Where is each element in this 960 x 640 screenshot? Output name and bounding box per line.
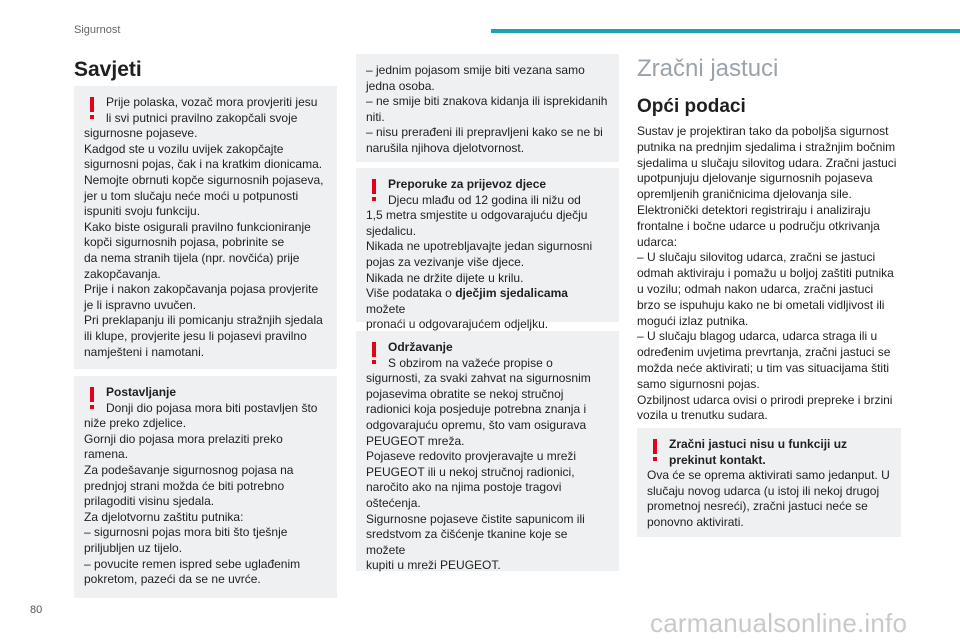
tip-box-airbag-ignition — [637, 428, 901, 537]
watermark: carmanualsonline.info — [650, 608, 908, 638]
section-title-savjeti: Savjeti — [74, 58, 142, 81]
text-line: Zračni jastuci nisu u funkciji uz — [669, 437, 848, 451]
text-line: – nisu prerađeni ili prepravljeni kako se ne bi — [366, 125, 603, 140]
text-line: pronaći u odgovarajućem odjeljku. — [366, 317, 549, 332]
text-line: Prije i nakon zakopčavanja pojasa provjerite — [84, 282, 319, 297]
text-line: ispuniti svoju funkciju. — [84, 204, 201, 219]
text-line: Pojaseve redovito provjeravajte u mreži — [366, 449, 577, 464]
body-text-airbags — [637, 124, 907, 424]
text-line: frontalne i bočne udarce u području otkrivanja — [637, 218, 880, 233]
text-line: – sigurnosni pojas mora biti što tješnje — [84, 525, 288, 540]
text-line: ili klupe, provjerite jesu li pojasevi pravilno — [84, 328, 307, 343]
text-line: ramena. — [84, 447, 129, 462]
text-line: Nikada ne držite dijete u krilu. — [366, 270, 524, 285]
text-line: odgovarajuću opremu, što vam osigurava — [366, 417, 587, 432]
text-line: upotpunjuju djelovanje sigurnosnih pojaseva — [637, 171, 873, 186]
text-line: putnika na prednjim sjedalima i stražnjim bočnim — [637, 139, 896, 154]
text-line: Postavljanje — [106, 385, 177, 399]
text-line: 1,5 metra smjestite u odgovarajuću dječju — [366, 208, 588, 223]
text-line: prednjoj strani možda će biti potrebno — [84, 478, 285, 493]
text-line: Za podešavanje sigurnosnog pojasa na — [84, 462, 294, 477]
text-line: udarca: — [637, 234, 678, 249]
text-line: Sigurnosne pojaseve čistite sapunicom ili — [366, 511, 585, 526]
text-line: Nikada ne upotrebljavajte jedan sigurnosni — [366, 239, 593, 254]
text-line: sigurnosni pojas, čak i na kratkim dionicama. — [84, 157, 323, 172]
text-line: odmah aktiviraju i pomažu u boljoj zaštiti putnika — [637, 266, 894, 281]
text-line: namješteni i namotani. — [84, 344, 205, 359]
text-line: Ova će se oprema aktivirati samo jedanput. U — [647, 468, 890, 483]
text-line: sjedalicu. — [366, 223, 417, 238]
text-line: – U slučaju blagog udarca, udarca straga ili u — [637, 329, 878, 344]
text-line: da nema stranih tijela (npr. novčića) prije — [84, 250, 300, 265]
text-line: Donji dio pojasa mora biti postavljen što — [106, 400, 318, 415]
text-line: priljubljen uz tijelo. — [84, 540, 183, 555]
running-header: Sigurnost — [74, 24, 121, 36]
text-line: pojas za vezivanje više djece. — [366, 254, 525, 269]
text-line: li svi putnici pravilno zakopčali svoje — [106, 110, 298, 125]
text-line: opremljenih graničnicima djelovanja sile. — [637, 187, 852, 202]
warning-icon — [366, 178, 382, 202]
tip-box-belt-condition — [356, 54, 619, 162]
text-line: sjedalima u slučaju silovitog udara. Zračni jastuci — [637, 155, 897, 170]
text-line: možda neće aktivirati; u tim vas situacijama štiti — [637, 360, 890, 375]
text-line: brzo se ispuhuju kako ne bi ometali vidljivost ili — [637, 297, 885, 312]
text-line: oštećenja. — [366, 495, 421, 510]
text-line: je li ispravno uvučen. — [84, 297, 197, 312]
text-line: – U slučaju silovitog udarca, zračni se jastuci — [637, 250, 876, 265]
text-line: u vozilu; odmah nakon udarca, zračni jastuci — [637, 281, 874, 296]
text-line: niti. — [366, 109, 385, 124]
text-line: Održavanje — [388, 340, 453, 354]
text-line: PEUGEOT mreža. — [366, 433, 465, 448]
text-line: vozila u trenutku sudara. — [637, 408, 768, 423]
text-line: Ozbiljnost udarca ovisi o prirodi prepreke i brzini — [637, 392, 893, 407]
text-line: jer u tom slučaju neće moći u potpunosti — [84, 188, 299, 203]
text-line: – povucite remen ispred sebe uglađenim — [84, 556, 301, 571]
text-line: prekinut kontakt. — [669, 452, 766, 467]
text-line: narušila njihova djelotvornost. — [366, 140, 525, 155]
text-line: PEUGEOT ili u nekoj stručnoj radionici, — [366, 464, 575, 479]
text-line: Kako biste osigurali pravilno funkcioniranje — [84, 219, 311, 234]
text-line: jedna osoba. — [366, 78, 435, 93]
text-line: slučaju novog udarca (u istoj ili nekoj drugoj — [647, 483, 880, 498]
text-line: – jednim pojasom smije biti vezana samo — [366, 63, 585, 77]
tip-box-odrzavanje — [356, 331, 619, 571]
text-line: radionici koja posjeduje potrebna znanja i — [366, 402, 587, 417]
text-line: Djecu mlađu od 12 godina ili nižu od — [388, 192, 581, 207]
text-line: S obzirom na važeće propise o — [388, 355, 553, 370]
page-number: 80 — [30, 604, 43, 616]
text-fragment: možete — [366, 301, 406, 316]
text-line: prilagoditi visinu sjedala. — [84, 494, 215, 509]
text-line: Gornji dio pojasa mora prelaziti preko — [84, 431, 283, 446]
text-fragment: Više podataka o — [366, 286, 456, 301]
warning-icon — [84, 96, 100, 120]
warning-icon — [366, 341, 382, 365]
text-line: Nemojte obrnuti kopče sigurnosnih pojaseva, — [84, 172, 324, 187]
text-line: određenim uvjetima prevrtanja, zračni jastuci se — [637, 345, 891, 360]
text-fragment-bold: dječjim sjedalicama — [455, 286, 568, 301]
text-line: Elektronički detektori registriraju i analiziraju — [637, 202, 871, 217]
text-line: niže preko zdjelice. — [84, 416, 187, 431]
text-line: Prije polaska, vozač mora provjeriti jesu — [106, 95, 318, 109]
warning-icon — [84, 386, 100, 410]
header-accent-bar — [491, 29, 960, 33]
tip-box-children — [356, 168, 619, 332]
text-line: kupiti u mreži PEUGEOT. — [366, 558, 501, 573]
text-line: sigurnosne pojaseve. — [84, 126, 198, 141]
text-line: mogući izlaz putnika. — [637, 313, 749, 328]
tip-box-postavljanje — [74, 376, 337, 598]
text-line — [366, 286, 610, 317]
text-line: Za djelotvornu zaštitu putnika: — [84, 509, 244, 524]
text-line: samo sigurnosni pojas. — [637, 376, 760, 391]
text-line: pokretom, pazeći da se ne uvrće. — [84, 572, 261, 587]
text-line: prometnoj nesreći), zračni jastuci neće se — [647, 499, 868, 514]
chapter-title: Zračni jastuci — [637, 55, 779, 82]
text-line: Sustav je projektiran tako da poboljša sigurnost — [637, 124, 889, 138]
tip-box-general — [74, 86, 337, 369]
text-line: pojasevima obratite se nekoj stručnoj — [366, 386, 564, 401]
text-line: sredstvom za čišćenje tkanine koje se možete — [366, 527, 568, 557]
text-line: naročito ako na njima postoje tragovi — [366, 480, 562, 495]
text-line: sigurnosti, za svaki zahvat na sigurnosnim — [366, 371, 591, 386]
text-line: zakopčavanja. — [84, 266, 161, 281]
text-line: – ne smije biti znakova kidanja ili isprekidanih — [366, 94, 608, 109]
text-line: Kadgod ste u vozilu uvijek zakopčajte — [84, 141, 284, 156]
warning-icon — [647, 438, 663, 462]
text-line: kopči sigurnosnih pojasa, pobrinite se — [84, 235, 285, 250]
text-line: Preporuke za prijevoz djece — [388, 177, 547, 191]
section-subtitle: Opći podaci — [637, 96, 746, 117]
text-line: ponovno aktivirati. — [647, 514, 744, 529]
text-line: Pri preklapanju ili pomicanju stražnjih sjedala — [84, 313, 323, 328]
